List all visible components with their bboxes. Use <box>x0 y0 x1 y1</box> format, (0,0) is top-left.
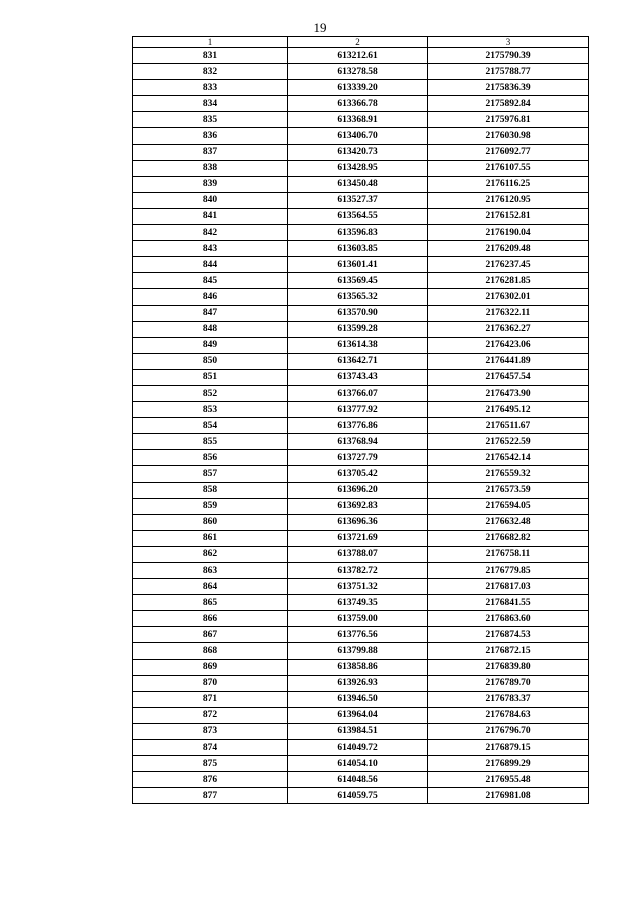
x-coordinate-cell: 613339.20 <box>288 80 428 96</box>
x-coordinate-cell: 613420.73 <box>288 144 428 160</box>
x-coordinate-cell: 613776.86 <box>288 418 428 434</box>
point-number-cell: 871 <box>133 691 288 707</box>
x-coordinate-cell: 613450.48 <box>288 176 428 192</box>
table-row <box>133 144 589 160</box>
table-row <box>133 402 589 418</box>
y-coordinate-cell: 2176796.70 <box>428 723 589 739</box>
x-coordinate-cell: 613776.56 <box>288 627 428 643</box>
point-number-cell: 847 <box>133 305 288 321</box>
table-row <box>133 482 589 498</box>
table-row <box>133 289 589 305</box>
y-coordinate-cell: 2176120.95 <box>428 192 589 208</box>
table-row <box>133 611 589 627</box>
x-coordinate-cell: 614059.75 <box>288 788 428 804</box>
point-number-cell: 858 <box>133 482 288 498</box>
coordinates-table <box>132 36 589 804</box>
y-coordinate-cell: 2176281.85 <box>428 273 589 289</box>
table-row <box>133 128 589 144</box>
x-coordinate-cell: 613926.93 <box>288 675 428 691</box>
table-row <box>133 257 589 273</box>
table-row <box>133 595 589 611</box>
y-coordinate-cell: 2176457.54 <box>428 369 589 385</box>
table-row <box>133 337 589 353</box>
point-number-cell: 846 <box>133 289 288 305</box>
point-number-cell: 862 <box>133 546 288 562</box>
x-coordinate-cell: 613858.86 <box>288 659 428 675</box>
point-number-cell: 843 <box>133 241 288 257</box>
y-coordinate-cell: 2176872.15 <box>428 643 589 659</box>
x-coordinate-cell: 614048.56 <box>288 772 428 788</box>
table-row <box>133 579 589 595</box>
x-coordinate-cell: 613368.91 <box>288 112 428 128</box>
point-number-cell: 848 <box>133 321 288 337</box>
table-row <box>133 160 589 176</box>
point-number-cell: 853 <box>133 402 288 418</box>
point-number-cell: 839 <box>133 176 288 192</box>
table-row <box>133 707 589 723</box>
table-row <box>133 385 589 401</box>
x-coordinate-cell: 613743.43 <box>288 369 428 385</box>
point-number-cell: 845 <box>133 273 288 289</box>
point-number-cell: 834 <box>133 96 288 112</box>
y-coordinate-cell: 2176322.11 <box>428 305 589 321</box>
table-row <box>133 659 589 675</box>
table-row <box>133 305 589 321</box>
point-number-cell: 855 <box>133 434 288 450</box>
y-coordinate-cell: 2176152.81 <box>428 208 589 224</box>
y-coordinate-cell: 2176981.08 <box>428 788 589 804</box>
table-row <box>133 466 589 482</box>
y-coordinate-cell: 2176423.06 <box>428 337 589 353</box>
point-number-cell: 859 <box>133 498 288 514</box>
column-header-point: 1 <box>133 37 288 48</box>
table-row <box>133 788 589 804</box>
table-row <box>133 450 589 466</box>
x-coordinate-cell: 613570.90 <box>288 305 428 321</box>
point-number-cell: 842 <box>133 225 288 241</box>
y-coordinate-cell: 2176362.27 <box>428 321 589 337</box>
y-coordinate-cell: 2176682.82 <box>428 530 589 546</box>
x-coordinate-cell: 613799.88 <box>288 643 428 659</box>
table-row <box>133 48 589 64</box>
point-number-cell: 851 <box>133 369 288 385</box>
point-number-cell: 868 <box>133 643 288 659</box>
table-row <box>133 64 589 80</box>
x-coordinate-cell: 613603.85 <box>288 241 428 257</box>
point-number-cell: 836 <box>133 128 288 144</box>
point-number-cell: 861 <box>133 530 288 546</box>
table-row <box>133 418 589 434</box>
point-number-cell: 837 <box>133 144 288 160</box>
x-coordinate-cell: 613599.28 <box>288 321 428 337</box>
y-coordinate-cell: 2176473.90 <box>428 385 589 401</box>
table-row <box>133 643 589 659</box>
y-coordinate-cell: 2176779.85 <box>428 563 589 579</box>
table-body <box>133 48 589 804</box>
y-coordinate-cell: 2176874.53 <box>428 627 589 643</box>
y-coordinate-cell: 2176559.32 <box>428 466 589 482</box>
table-row <box>133 225 589 241</box>
y-coordinate-cell: 2176789.70 <box>428 675 589 691</box>
y-coordinate-cell: 2176441.89 <box>428 353 589 369</box>
y-coordinate-cell: 2176116.25 <box>428 176 589 192</box>
x-coordinate-cell: 613751.32 <box>288 579 428 595</box>
y-coordinate-cell: 2176632.48 <box>428 514 589 530</box>
table-row <box>133 434 589 450</box>
y-coordinate-cell: 2176237.45 <box>428 257 589 273</box>
y-coordinate-cell: 2176542.14 <box>428 450 589 466</box>
x-coordinate-cell: 614049.72 <box>288 740 428 756</box>
x-coordinate-cell: 613788.07 <box>288 546 428 562</box>
y-coordinate-cell: 2176594.05 <box>428 498 589 514</box>
x-coordinate-cell: 614054.10 <box>288 756 428 772</box>
x-coordinate-cell: 613692.83 <box>288 498 428 514</box>
x-coordinate-cell: 613727.79 <box>288 450 428 466</box>
y-coordinate-cell: 2176817.03 <box>428 579 589 595</box>
point-number-cell: 866 <box>133 611 288 627</box>
point-number-cell: 850 <box>133 353 288 369</box>
x-coordinate-cell: 613366.78 <box>288 96 428 112</box>
point-number-cell: 833 <box>133 80 288 96</box>
point-number-cell: 872 <box>133 707 288 723</box>
y-coordinate-cell: 2176839.80 <box>428 659 589 675</box>
page-number: 19 <box>313 20 327 35</box>
x-coordinate-cell: 613721.69 <box>288 530 428 546</box>
table-row <box>133 112 589 128</box>
point-number-cell: 831 <box>133 48 288 64</box>
table-row <box>133 176 589 192</box>
point-number-cell: 854 <box>133 418 288 434</box>
x-coordinate-cell: 613964.04 <box>288 707 428 723</box>
x-coordinate-cell: 613428.95 <box>288 160 428 176</box>
y-coordinate-cell: 2176863.60 <box>428 611 589 627</box>
y-coordinate-cell: 2176522.59 <box>428 434 589 450</box>
x-coordinate-cell: 613705.42 <box>288 466 428 482</box>
y-coordinate-cell: 2176190.04 <box>428 225 589 241</box>
x-coordinate-cell: 613696.20 <box>288 482 428 498</box>
point-number-cell: 874 <box>133 740 288 756</box>
y-coordinate-cell: 2176879.15 <box>428 740 589 756</box>
y-coordinate-cell: 2176495.12 <box>428 402 589 418</box>
point-number-cell: 860 <box>133 514 288 530</box>
y-coordinate-cell: 2176209.48 <box>428 241 589 257</box>
y-coordinate-cell: 2176758.11 <box>428 546 589 562</box>
y-coordinate-cell: 2176573.59 <box>428 482 589 498</box>
point-number-cell: 841 <box>133 208 288 224</box>
table-row <box>133 723 589 739</box>
point-number-cell: 873 <box>133 723 288 739</box>
y-coordinate-cell: 2176107.55 <box>428 160 589 176</box>
y-coordinate-cell: 2176302.01 <box>428 289 589 305</box>
y-coordinate-cell: 2176841.55 <box>428 595 589 611</box>
point-number-cell: 870 <box>133 675 288 691</box>
point-number-cell: 877 <box>133 788 288 804</box>
y-coordinate-cell: 2175788.77 <box>428 64 589 80</box>
x-coordinate-cell: 613614.38 <box>288 337 428 353</box>
y-coordinate-cell: 2175836.39 <box>428 80 589 96</box>
table-row <box>133 756 589 772</box>
x-coordinate-cell: 613565.32 <box>288 289 428 305</box>
x-coordinate-cell: 613642.71 <box>288 353 428 369</box>
y-coordinate-cell: 2176030.98 <box>428 128 589 144</box>
y-coordinate-cell: 2176899.29 <box>428 756 589 772</box>
table-row <box>133 530 589 546</box>
table-row <box>133 563 589 579</box>
table-row <box>133 514 589 530</box>
point-number-cell: 875 <box>133 756 288 772</box>
x-coordinate-cell: 613984.51 <box>288 723 428 739</box>
table-row <box>133 546 589 562</box>
table-row <box>133 369 589 385</box>
x-coordinate-cell: 613527.37 <box>288 192 428 208</box>
x-coordinate-cell: 613759.00 <box>288 611 428 627</box>
table-row <box>133 273 589 289</box>
x-coordinate-cell: 613766.07 <box>288 385 428 401</box>
point-number-cell: 865 <box>133 595 288 611</box>
x-coordinate-cell: 613569.45 <box>288 273 428 289</box>
point-number-cell: 835 <box>133 112 288 128</box>
table-row <box>133 192 589 208</box>
y-coordinate-cell: 2175976.81 <box>428 112 589 128</box>
x-coordinate-cell: 613278.58 <box>288 64 428 80</box>
column-header-y: 3 <box>428 37 589 48</box>
table-row <box>133 208 589 224</box>
point-number-cell: 857 <box>133 466 288 482</box>
x-coordinate-cell: 613596.83 <box>288 225 428 241</box>
table-row <box>133 321 589 337</box>
y-coordinate-cell: 2176955.48 <box>428 772 589 788</box>
x-coordinate-cell: 613696.36 <box>288 514 428 530</box>
y-coordinate-cell: 2176092.77 <box>428 144 589 160</box>
point-number-cell: 852 <box>133 385 288 401</box>
table-row <box>133 241 589 257</box>
y-coordinate-cell: 2176511.67 <box>428 418 589 434</box>
x-coordinate-cell: 613946.50 <box>288 691 428 707</box>
table-row <box>133 80 589 96</box>
x-coordinate-cell: 613212.61 <box>288 48 428 64</box>
column-header-x: 2 <box>288 37 428 48</box>
y-coordinate-cell: 2175790.39 <box>428 48 589 64</box>
table-row <box>133 691 589 707</box>
table-row <box>133 675 589 691</box>
point-number-cell: 867 <box>133 627 288 643</box>
point-number-cell: 863 <box>133 563 288 579</box>
point-number-cell: 838 <box>133 160 288 176</box>
point-number-cell: 849 <box>133 337 288 353</box>
x-coordinate-cell: 613777.92 <box>288 402 428 418</box>
table-row <box>133 627 589 643</box>
x-coordinate-cell: 613782.72 <box>288 563 428 579</box>
point-number-cell: 876 <box>133 772 288 788</box>
x-coordinate-cell: 613564.55 <box>288 208 428 224</box>
x-coordinate-cell: 613601.41 <box>288 257 428 273</box>
y-coordinate-cell: 2176784.63 <box>428 707 589 723</box>
table-row <box>133 353 589 369</box>
table-row <box>133 740 589 756</box>
y-coordinate-cell: 2176783.37 <box>428 691 589 707</box>
x-coordinate-cell: 613749.35 <box>288 595 428 611</box>
x-coordinate-cell: 613406.70 <box>288 128 428 144</box>
point-number-cell: 869 <box>133 659 288 675</box>
table-row <box>133 772 589 788</box>
point-number-cell: 832 <box>133 64 288 80</box>
point-number-cell: 844 <box>133 257 288 273</box>
x-coordinate-cell: 613768.94 <box>288 434 428 450</box>
y-coordinate-cell: 2175892.84 <box>428 96 589 112</box>
table-header-row <box>133 37 589 48</box>
point-number-cell: 864 <box>133 579 288 595</box>
point-number-cell: 856 <box>133 450 288 466</box>
table-row <box>133 498 589 514</box>
table-row <box>133 96 589 112</box>
point-number-cell: 840 <box>133 192 288 208</box>
